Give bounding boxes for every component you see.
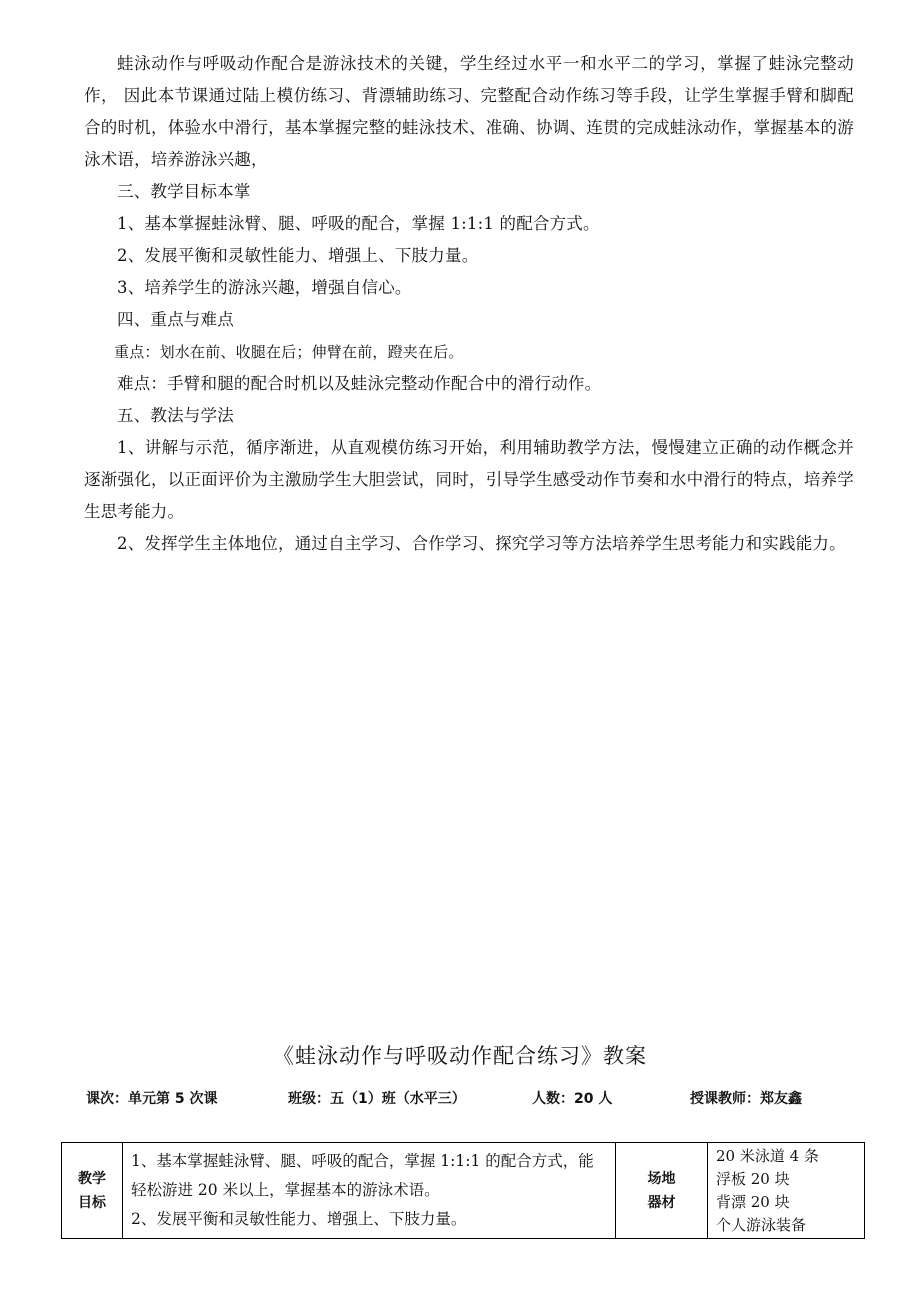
goals-header-cell: 教学 目标 bbox=[62, 1143, 123, 1239]
equipment-item: 背漂 20 块 bbox=[716, 1192, 790, 1211]
student-count: 人数：20 人 bbox=[532, 1091, 613, 1107]
section-heading: 五、教法与学法 bbox=[117, 406, 234, 425]
lesson-plan-title: 《蛙泳动作与呼吸动作配合练习》教案 bbox=[273, 1044, 647, 1068]
equipment-item: 20 米泳道 4 条 bbox=[716, 1146, 819, 1165]
difficulty: 难点：手臂和腿的配合时机以及蛙泳完整动作配合中的滑行动作。 bbox=[117, 374, 602, 393]
section-heading: 四、重点与难点 bbox=[117, 310, 234, 329]
goal-line: 1、基本掌握蛙泳臂、腿、呼吸的配合，掌握 1:1:1 的配合方式，能轻松游进 20 米以上，掌握基本的游泳术语。 bbox=[131, 1152, 594, 1199]
intro-paragraph: 蛙泳动作与呼吸动作配合是游泳技术的关键，学生经过水平一和水平二的学习，掌握了蛙泳完整动作， 因此本节课通过陆上模仿练习、背漂辅助练习、完整配合动作练习等手段，让学生掌握手臂和脚配合的时机，体验水中滑行，基本掌握完整的蛙泳技术、准确、协调、连贯的完成蛙泳动作，掌握基本的游泳术语，培养游泳兴趣， bbox=[84, 54, 854, 169]
goal-item: 3、培养学生的游泳兴趣，增强自信心。 bbox=[117, 278, 412, 297]
goal-item: 1、基本掌握蛙泳臂、腿、呼吸的配合，掌握 1:1:1 的配合方式。 bbox=[117, 214, 600, 233]
goals-cell bbox=[123, 1143, 616, 1239]
lesson-info-table bbox=[61, 1142, 865, 1239]
equipment-item: 个人游泳装备 bbox=[716, 1215, 807, 1234]
equipment-header-cell: 场地 器材 bbox=[616, 1143, 708, 1239]
body-text bbox=[84, 48, 854, 560]
method-item: 2、发挥学生主体地位，通过自主学习、合作学习、探究学习等方法培养学生思考能力和实践能力。 bbox=[117, 534, 846, 553]
goal-item: 2、发展平衡和灵敏性能力、增强上、下肢力量。 bbox=[117, 246, 479, 265]
equipment-item: 浮板 20 块 bbox=[716, 1169, 790, 1188]
session-info: 课次：单元第 5 次课 bbox=[86, 1091, 218, 1107]
class-info: 班级：五（1）班（水平三） bbox=[288, 1091, 466, 1107]
key-point: 重点：划水在前、收腿在后；伸臂在前，蹬夹在后。 bbox=[114, 343, 464, 361]
lesson-meta-row bbox=[86, 1088, 846, 1112]
goal-line: 2、发展平衡和灵敏性能力、增强上、下肢力量。 bbox=[131, 1210, 467, 1228]
table-row bbox=[62, 1143, 865, 1239]
teacher-info: 授课教师：郑友鑫 bbox=[690, 1091, 802, 1107]
section-heading: 三、教学目标本掌 bbox=[117, 182, 251, 201]
method-item: 1、讲解与示范，循序渐进，从直观模仿练习开始，利用辅助教学方法，慢慢建立正确的动作概念并逐渐强化，以正面评价为主激励学生大胆尝试，同时，引导学生感受动作节奏和水中滑行的特点，培养学生思考能力。 bbox=[84, 438, 854, 521]
equipment-cell bbox=[708, 1143, 865, 1239]
